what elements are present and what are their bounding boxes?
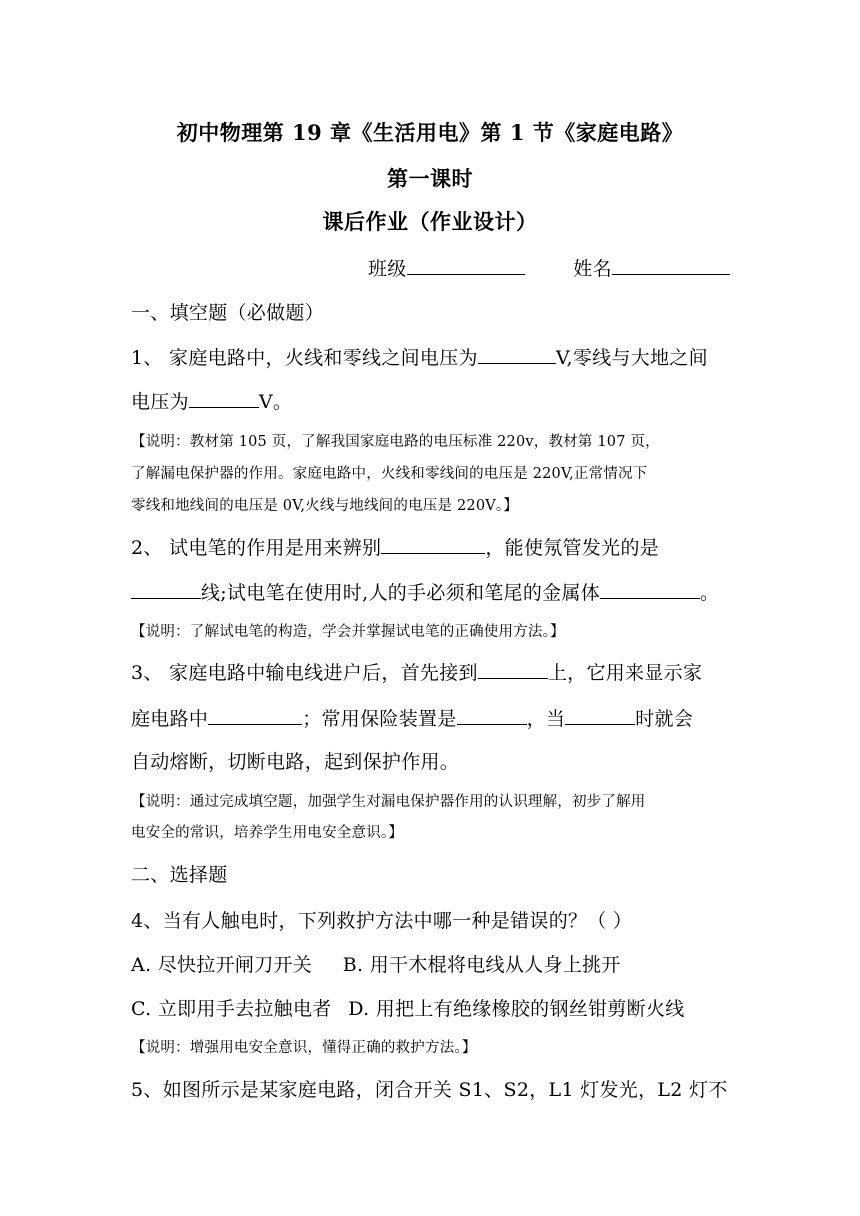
page-title: 初中物理第 19 章《生活用电》第 1 节《家庭电路》 — [176, 120, 684, 145]
q2-line2 — [131, 578, 719, 605]
q3-note-line1: 【说明：通过完成填空题，加强学生对漏电保护器作用的认识理解，初步了解用 — [131, 794, 646, 810]
q1-text: 电压为 — [131, 391, 189, 413]
q2-text: 线;试电笔在使用时,人的手必须和笔尾的金属体 — [201, 582, 601, 604]
q4-stem: 4、当有人触电时，下列救护方法中哪一种是错误的？（ ） — [131, 910, 633, 932]
q2-text: 。 — [700, 582, 720, 604]
q1-line2 — [131, 387, 292, 414]
q3-note-line2: 电安全的常识，培养学生用电安全意识。】 — [131, 825, 404, 841]
q2-note: 【说明：了解试电笔的构造，学会并掌握试电笔的正确使用方法。】 — [131, 624, 565, 640]
q2-text: ，能使氖管发光的是 — [485, 537, 660, 559]
section2-heading: 二、选择题 — [131, 864, 228, 886]
q3-blank-1[interactable] — [478, 660, 548, 679]
q2-blank-2[interactable] — [131, 580, 201, 599]
homework-subtitle: 课后作业（作业设计） — [322, 209, 538, 234]
q1-text: V,零线与大地之间 — [555, 347, 708, 369]
q3-line1 — [131, 658, 702, 685]
q1-note-line2: 了解漏电保护器的作用。家庭电路中，火线和零线间的电压是 220V,正常情况下 — [131, 466, 648, 482]
name-label: 姓名 — [573, 258, 612, 280]
q5-stem: 5、如图所示是某家庭电路，闭合开关 S1、S2，L1 灯发光，L2 灯不 — [131, 1079, 728, 1101]
q4-option-d[interactable]: D. 用把上有绝缘橡胶的钢丝钳剪断火线 — [348, 998, 685, 1020]
q3-line3: 自动熔断，切断电路，起到保护作用。 — [131, 751, 460, 773]
q1-blank-1[interactable] — [478, 345, 556, 364]
lesson-subtitle: 第一课时 — [387, 166, 473, 191]
q3-text: 时就会 — [635, 708, 694, 730]
q3-text: ；常用保险装置是 — [302, 708, 457, 730]
q4-options-row1 — [131, 950, 621, 977]
q3-blank-2[interactable] — [208, 706, 302, 725]
q3-text: 庭电路中 — [131, 708, 209, 730]
q3-blank-3[interactable] — [457, 706, 527, 725]
q3-line2 — [131, 704, 693, 731]
section1-heading: 一、填空题（必做题） — [131, 302, 325, 324]
q2-text: 2、 试电笔的作用是用来辨别 — [131, 537, 382, 559]
q1-text: 1、 家庭电路中，火线和零线之间电压为 — [131, 347, 478, 369]
q4-options-row2 — [131, 994, 685, 1021]
class-name-row — [368, 254, 730, 281]
q4-note: 【说明：增强用电安全意识，懂得正确的救护方法。】 — [131, 1040, 477, 1056]
class-label: 班级 — [368, 258, 407, 280]
q4-option-a[interactable]: A. 尽快拉开闸刀开关 — [131, 954, 313, 976]
q3-text: 上，它用来显示家 — [547, 662, 703, 684]
q4-option-c[interactable]: C. 立即用手去拉触电者 — [131, 998, 332, 1020]
q3-text: 3、 家庭电路中输电线进户后，首先接到 — [131, 662, 478, 684]
q2-blank-1[interactable] — [381, 535, 485, 554]
q1-note-line1: 【说明：教材第 105 页，了解我国家庭电路的电压标准 220v，教材第 107 页， — [131, 434, 660, 450]
q2-blank-3[interactable] — [600, 580, 700, 599]
q1-text: V。 — [258, 391, 293, 413]
q4-option-b[interactable]: B. 用干木棍将电线从人身上挑开 — [342, 954, 621, 976]
q3-text: ，当 — [526, 708, 566, 730]
q1-note-line3: 零线和地线间的电压是 0V,火线与地线间的电压是 220V。】 — [131, 498, 519, 514]
q1-blank-2[interactable] — [189, 389, 259, 408]
q1-line1 — [131, 343, 708, 370]
name-blank[interactable] — [612, 256, 730, 275]
class-blank[interactable] — [407, 256, 525, 275]
q2-line1 — [131, 533, 659, 560]
q3-blank-4[interactable] — [565, 706, 635, 725]
